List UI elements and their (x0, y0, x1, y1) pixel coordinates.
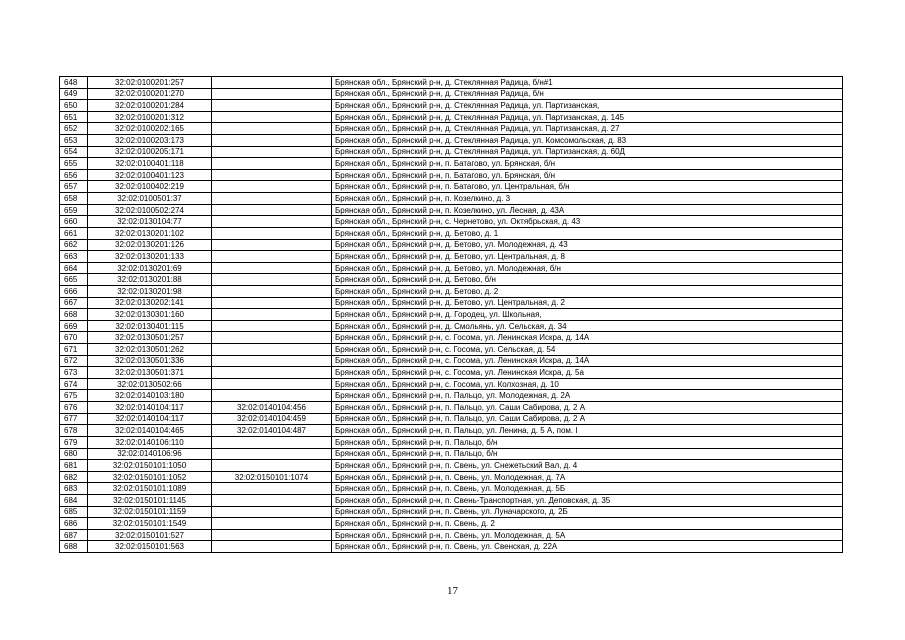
address-cell: Брянская обл., Брянский р-н, п. Свень, д. 2 (332, 518, 843, 530)
address-cell: Брянская обл., Брянский р-н, д. Бетово, ул. Центральная, д. 2 (332, 297, 843, 309)
row-number-cell: 663 (60, 251, 88, 263)
table-row (60, 483, 843, 495)
cadastral-number-cell: 32:02:0100201:270 (88, 88, 212, 100)
cadastral-number-cell: 32:02:0130301:160 (88, 309, 212, 321)
table-row (60, 227, 843, 239)
related-cadastral-number-cell (212, 483, 332, 495)
address-cell: Брянская обл., Брянский р-н, с. Госома, ул. Сельская, д. 54 (332, 344, 843, 356)
row-number-cell: 652 (60, 123, 88, 135)
related-cadastral-number-cell (212, 320, 332, 332)
table-row (60, 355, 843, 367)
table-row (60, 146, 843, 158)
row-number-cell: 653 (60, 135, 88, 147)
related-cadastral-number-cell (212, 181, 332, 193)
row-number-cell: 674 (60, 378, 88, 390)
row-number-cell: 688 (60, 541, 88, 553)
row-number-cell: 685 (60, 506, 88, 518)
related-cadastral-number-cell (212, 506, 332, 518)
cadastral-number-cell: 32:02:0130202:141 (88, 297, 212, 309)
cadastral-number-cell: 32:02:0140104:117 (88, 402, 212, 414)
cadastral-number-cell: 32:02:0130501:336 (88, 355, 212, 367)
related-cadastral-number-cell (212, 285, 332, 297)
cadastral-number-cell: 32:02:0150101:1050 (88, 460, 212, 472)
related-cadastral-number-cell (212, 100, 332, 112)
row-number-cell: 687 (60, 529, 88, 541)
cadastral-number-cell: 32:02:0100202:165 (88, 123, 212, 135)
related-cadastral-number-cell (212, 448, 332, 460)
address-cell: Брянская обл., Брянский р-н, д. Стеклянная Радица, б/н (332, 88, 843, 100)
related-cadastral-number-cell (212, 355, 332, 367)
cadastral-number-cell: 32:02:0150101:1089 (88, 483, 212, 495)
table-row (60, 390, 843, 402)
address-cell: Брянская обл., Брянский р-н, д. Стеклянная Радица, ул. Партизанская, (332, 100, 843, 112)
related-cadastral-number-cell (212, 460, 332, 472)
address-cell: Брянская обл., Брянский р-н, д. Бетово, б/н (332, 274, 843, 286)
cadastral-number-cell: 32:02:0150101:1549 (88, 518, 212, 530)
row-number-cell: 668 (60, 309, 88, 321)
table-row (60, 518, 843, 530)
address-cell: Брянская обл., Брянский р-н, п. Пальцо, ул. Саши Сабирова, д. 2 А (332, 413, 843, 425)
table-row (60, 88, 843, 100)
table-row (60, 436, 843, 448)
cadastral-number-cell: 32:02:0100402:219 (88, 181, 212, 193)
related-cadastral-number-cell: 32:02:0140104:456 (212, 402, 332, 414)
row-number-cell: 661 (60, 227, 88, 239)
address-cell: Брянская обл., Брянский р-н, д. Смольянь, ул. Сельская, д. 34 (332, 320, 843, 332)
cadastral-number-cell: 32:02:0100201:312 (88, 111, 212, 123)
row-number-cell: 680 (60, 448, 88, 460)
row-number-cell: 675 (60, 390, 88, 402)
related-cadastral-number-cell (212, 378, 332, 390)
row-number-cell: 651 (60, 111, 88, 123)
page-number: 17 (447, 585, 458, 597)
related-cadastral-number-cell (212, 262, 332, 274)
address-cell: Брянская обл., Брянский р-н, д. Городец, ул. Школьная, (332, 309, 843, 321)
cadastral-number-cell: 32:02:0140106:110 (88, 436, 212, 448)
table-row (60, 77, 843, 89)
row-number-cell: 673 (60, 367, 88, 379)
table-row (60, 309, 843, 321)
address-cell: Брянская обл., Брянский р-н, п. Козелкино, д. 3 (332, 193, 843, 205)
address-cell: Брянская обл., Брянский р-н, с. Госома, ул. Ленинская Искра, д. 14А (332, 355, 843, 367)
table-row (60, 471, 843, 483)
table-row (60, 413, 843, 425)
table-row (60, 100, 843, 112)
cadastral-number-cell: 32:02:0100502:274 (88, 204, 212, 216)
related-cadastral-number-cell (212, 204, 332, 216)
cadastral-number-cell: 32:02:0130501:371 (88, 367, 212, 379)
table-row (60, 320, 843, 332)
address-cell: Брянская обл., Брянский р-н, п. Батагово, ул. Центральная, б/н (332, 181, 843, 193)
related-cadastral-number-cell (212, 518, 332, 530)
address-cell: Брянская обл., Брянский р-н, с. Чернетово, ул. Октябрьская, д. 43 (332, 216, 843, 228)
row-number-cell: 679 (60, 436, 88, 448)
cadastral-number-cell: 32:02:0100201:284 (88, 100, 212, 112)
cadastral-number-cell: 32:02:0130201:98 (88, 285, 212, 297)
table-row (60, 135, 843, 147)
address-cell: Брянская обл., Брянский р-н, с. Госома, ул. Ленинская Искра, д. 5а (332, 367, 843, 379)
row-number-cell: 665 (60, 274, 88, 286)
row-number-cell: 683 (60, 483, 88, 495)
related-cadastral-number-cell (212, 123, 332, 135)
property-register-table (59, 76, 843, 553)
related-cadastral-number-cell (212, 193, 332, 205)
related-cadastral-number-cell (212, 88, 332, 100)
address-cell: Брянская обл., Брянский р-н, д. Стеклянная Радица, ул. Партизанская, д. 27 (332, 123, 843, 135)
address-cell: Брянская обл., Брянский р-н, д. Бетово, д. 1 (332, 227, 843, 239)
table-row (60, 529, 843, 541)
table-row (60, 158, 843, 170)
related-cadastral-number-cell (212, 297, 332, 309)
related-cadastral-number-cell (212, 216, 332, 228)
row-number-cell: 656 (60, 169, 88, 181)
table-row (60, 367, 843, 379)
table-row (60, 344, 843, 356)
row-number-cell: 682 (60, 471, 88, 483)
address-cell: Брянская обл., Брянский р-н, д. Стеклянная Радица, ул. Комсомольская, д. 83 (332, 135, 843, 147)
related-cadastral-number-cell (212, 367, 332, 379)
address-cell: Брянская обл., Брянский р-н, п. Свень, ул. Молодежная, д. 5Б (332, 483, 843, 495)
row-number-cell: 649 (60, 88, 88, 100)
address-cell: Брянская обл., Брянский р-н, п. Свень, ул. Молодежная, д. 7А (332, 471, 843, 483)
row-number-cell: 655 (60, 158, 88, 170)
related-cadastral-number-cell (212, 494, 332, 506)
table-row (60, 402, 843, 414)
related-cadastral-number-cell (212, 77, 332, 89)
table-row (60, 123, 843, 135)
address-cell: Брянская обл., Брянский р-н, д. Стеклянная Радица, ул. Партизанская, д. 60Д (332, 146, 843, 158)
cadastral-number-cell: 32:02:0140104:465 (88, 425, 212, 437)
table-row (60, 274, 843, 286)
row-number-cell: 686 (60, 518, 88, 530)
row-number-cell: 657 (60, 181, 88, 193)
row-number-cell: 681 (60, 460, 88, 472)
table-row (60, 193, 843, 205)
related-cadastral-number-cell (212, 529, 332, 541)
cadastral-number-cell: 32:02:0130401:115 (88, 320, 212, 332)
row-number-cell: 669 (60, 320, 88, 332)
address-cell: Брянская обл., Брянский р-н, д. Стеклянная Радица, б/н#1 (332, 77, 843, 89)
cadastral-number-cell: 32:02:0130201:126 (88, 239, 212, 251)
cadastral-number-cell: 32:02:0150101:563 (88, 541, 212, 553)
cadastral-number-cell: 32:02:0130104:77 (88, 216, 212, 228)
cadastral-number-cell: 32:02:0140106:96 (88, 448, 212, 460)
table-row (60, 506, 843, 518)
related-cadastral-number-cell (212, 436, 332, 448)
cadastral-number-cell: 32:02:0100205:171 (88, 146, 212, 158)
address-cell: Брянская обл., Брянский р-н, п. Пальцо, б/н (332, 448, 843, 460)
row-number-cell: 672 (60, 355, 88, 367)
row-number-cell: 664 (60, 262, 88, 274)
table-row (60, 494, 843, 506)
cadastral-number-cell: 32:02:0130201:88 (88, 274, 212, 286)
cadastral-number-cell: 32:02:0140104:117 (88, 413, 212, 425)
related-cadastral-number-cell (212, 309, 332, 321)
address-cell: Брянская обл., Брянский р-н, п. Свень, ул. Снежетьский Вал, д. 4 (332, 460, 843, 472)
address-cell: Брянская обл., Брянский р-н, п. Пальцо, ул. Саши Сабирова, д. 2 А (332, 402, 843, 414)
address-cell: Брянская обл., Брянский р-н, д. Бетово, ул. Молодежная, д. 43 (332, 239, 843, 251)
address-cell: Брянская обл., Брянский р-н, д. Стеклянная Радица, ул. Партизанская, д. 145 (332, 111, 843, 123)
related-cadastral-number-cell (212, 169, 332, 181)
related-cadastral-number-cell (212, 111, 332, 123)
row-number-cell: 660 (60, 216, 88, 228)
address-cell: Брянская обл., Брянский р-н, с. Госома, ул. Ленинская Искра, д. 14А (332, 332, 843, 344)
row-number-cell: 684 (60, 494, 88, 506)
row-number-cell: 676 (60, 402, 88, 414)
row-number-cell: 670 (60, 332, 88, 344)
row-number-cell: 667 (60, 297, 88, 309)
related-cadastral-number-cell: 32:02:0140104:459 (212, 413, 332, 425)
address-cell: Брянская обл., Брянский р-н, п. Батагово, ул. Брянская, б/н (332, 169, 843, 181)
cadastral-number-cell: 32:02:0150101:1052 (88, 471, 212, 483)
row-number-cell: 650 (60, 100, 88, 112)
row-number-cell: 666 (60, 285, 88, 297)
related-cadastral-number-cell (212, 274, 332, 286)
cadastral-number-cell: 32:02:0130502:66 (88, 378, 212, 390)
row-number-cell: 662 (60, 239, 88, 251)
cadastral-number-cell: 32:02:0100401:118 (88, 158, 212, 170)
address-cell: Брянская обл., Брянский р-н, д. Бетово, ул. Центральная, д. 8 (332, 251, 843, 263)
row-number-cell: 678 (60, 425, 88, 437)
table-row (60, 216, 843, 228)
register-body (60, 77, 843, 553)
table-row (60, 541, 843, 553)
table-row (60, 204, 843, 216)
cadastral-number-cell: 32:02:0150101:1145 (88, 494, 212, 506)
address-cell: Брянская обл., Брянский р-н, п. Батагово, ул. Брянская, б/н (332, 158, 843, 170)
related-cadastral-number-cell: 32:02:0150101:1074 (212, 471, 332, 483)
related-cadastral-number-cell (212, 332, 332, 344)
table-row (60, 111, 843, 123)
table-row (60, 297, 843, 309)
related-cadastral-number-cell: 32:02:0140104:487 (212, 425, 332, 437)
cadastral-number-cell: 32:02:0130201:69 (88, 262, 212, 274)
cadastral-number-cell: 32:02:0150101:527 (88, 529, 212, 541)
related-cadastral-number-cell (212, 541, 332, 553)
address-cell: Брянская обл., Брянский р-н, п. Пальцо, б/н (332, 436, 843, 448)
table-row (60, 285, 843, 297)
address-cell: Брянская обл., Брянский р-н, с. Госома, ул. Колхозная, д. 10 (332, 378, 843, 390)
address-cell: Брянская обл., Брянский р-н, п. Свень-Транспортная, ул. Деповская, д. 35 (332, 494, 843, 506)
row-number-cell: 654 (60, 146, 88, 158)
cadastral-number-cell: 32:02:0140103:180 (88, 390, 212, 402)
related-cadastral-number-cell (212, 227, 332, 239)
cadastral-number-cell: 32:02:0100401:123 (88, 169, 212, 181)
related-cadastral-number-cell (212, 390, 332, 402)
address-cell: Брянская обл., Брянский р-н, п. Пальцо, ул. Ленина, д. 5 А, пом. I (332, 425, 843, 437)
cadastral-number-cell: 32:02:0130201:133 (88, 251, 212, 263)
address-cell: Брянская обл., Брянский р-н, д. Бетово, д. 2 (332, 285, 843, 297)
related-cadastral-number-cell (212, 146, 332, 158)
row-number-cell: 658 (60, 193, 88, 205)
related-cadastral-number-cell (212, 251, 332, 263)
row-number-cell: 659 (60, 204, 88, 216)
address-cell: Брянская обл., Брянский р-н, п. Свень, ул. Луначарского, д. 2Б (332, 506, 843, 518)
row-number-cell: 677 (60, 413, 88, 425)
table-row (60, 332, 843, 344)
table-row (60, 425, 843, 437)
address-cell: Брянская обл., Брянский р-н, д. Бетово, ул. Молодежная, б/н (332, 262, 843, 274)
related-cadastral-number-cell (212, 239, 332, 251)
table-row (60, 239, 843, 251)
table-row (60, 460, 843, 472)
cadastral-number-cell: 32:02:0100201:257 (88, 77, 212, 89)
cadastral-number-cell: 32:02:0150101:1159 (88, 506, 212, 518)
address-cell: Брянская обл., Брянский р-н, п. Пальцо, ул. Молодежная, д. 2А (332, 390, 843, 402)
cadastral-number-cell: 32:02:0130501:257 (88, 332, 212, 344)
table-row (60, 262, 843, 274)
related-cadastral-number-cell (212, 135, 332, 147)
table-row (60, 181, 843, 193)
table-row (60, 169, 843, 181)
related-cadastral-number-cell (212, 344, 332, 356)
row-number-cell: 671 (60, 344, 88, 356)
cadastral-number-cell: 32:02:0130501:262 (88, 344, 212, 356)
address-cell: Брянская обл., Брянский р-н, п. Свень, ул. Свенская, д. 22А (332, 541, 843, 553)
row-number-cell: 648 (60, 77, 88, 89)
address-cell: Брянская обл., Брянский р-н, п. Свень, ул. Молодежная, д. 5А (332, 529, 843, 541)
table-row (60, 251, 843, 263)
cadastral-number-cell: 32:02:0100203:173 (88, 135, 212, 147)
table-row (60, 448, 843, 460)
table-row (60, 378, 843, 390)
related-cadastral-number-cell (212, 158, 332, 170)
cadastral-number-cell: 32:02:0100501:37 (88, 193, 212, 205)
address-cell: Брянская обл., Брянский р-н, п. Козелкино, ул. Лесная, д. 43А (332, 204, 843, 216)
cadastral-number-cell: 32:02:0130201:102 (88, 227, 212, 239)
